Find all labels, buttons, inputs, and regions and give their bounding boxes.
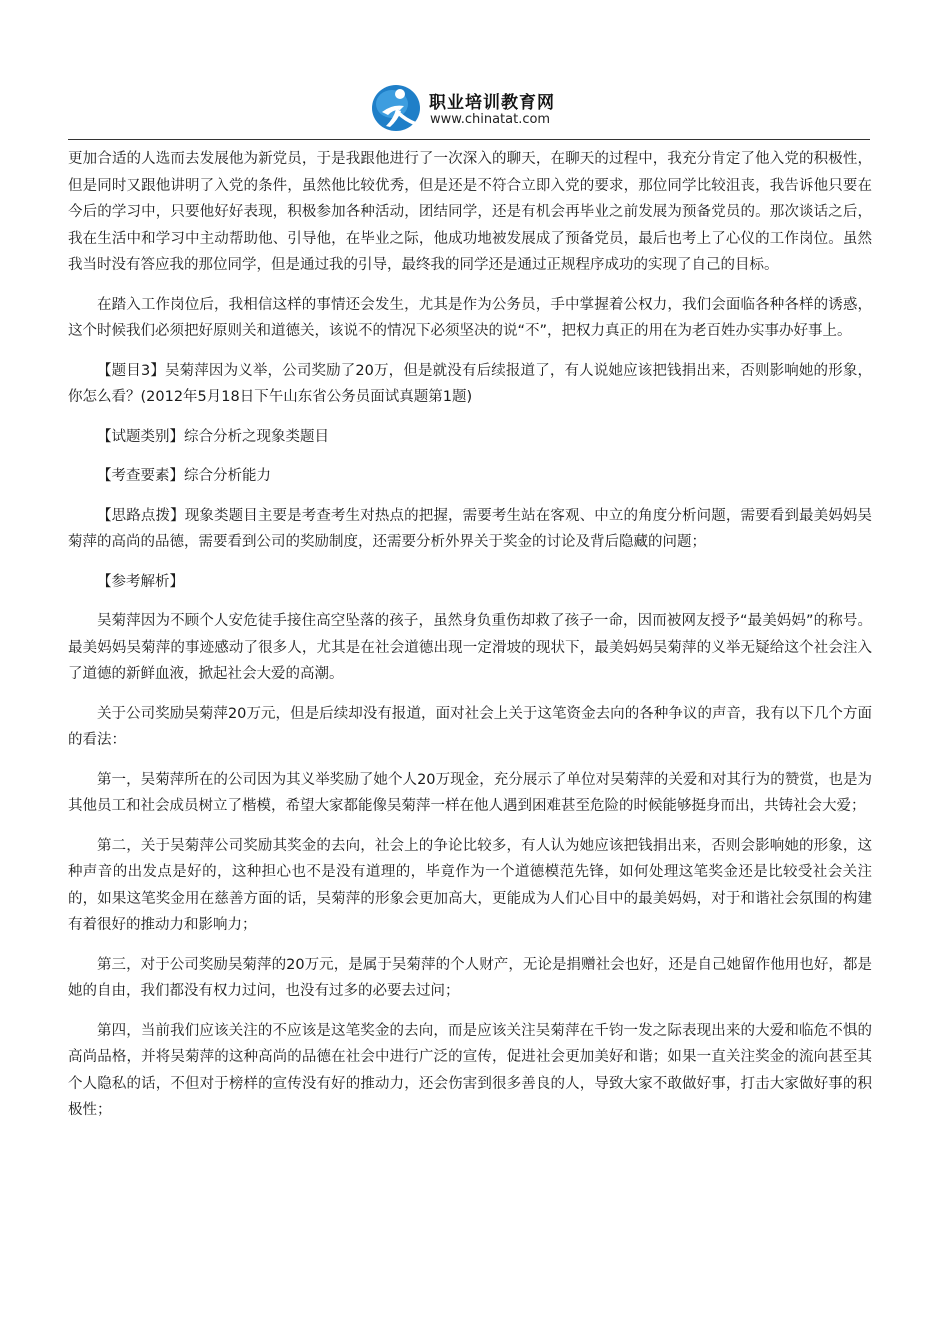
answer-point-3: 第三，对于公司奖励吴菊萍的20万元，是属于吴菊萍的个人财产，无论是捐赠社会也好，还是自己她留作他用也好，都是她的自由，我们都没有权力过问，也没有过多的必要去过问； [68, 956, 872, 999]
question-3: 【题目3】吴菊萍因为义举，公司奖励了20万，但是就没有后续报道了，有人说她应该把钱捐出来，否则影响她的形象，你怎么看？(2012年5月18日下午山东省公务员面试真题第1题) [68, 362, 872, 405]
answer-point-4: 第四，当前我们应该关注的不应该是这笔奖金的去向，而是应该关注吴菊萍在千钧一发之际表现出来的大爱和临危不惧的高尚品格，并将吴菊萍的这种高尚的品德在社会中进行广泛的宣传，促进社会更加美好和谐；如果一直关注奖金的流向甚至其个人隐私的话，不但对于榜样的宣传没有好的推动力，还会伤害到很多善良的人，导致大家不敢做好事，打击大家做好事的积极性； [68, 1022, 872, 1118]
site-name: 职业培训教育网 [429, 93, 555, 113]
question-approach: 【思路点拨】现象类题目主要是考查考生对热点的把握，需要考生站在客观、中立的角度分析问题，需要看到最美妈妈吴菊萍的高尚的品德，需要看到公司的奖励制度，还需要分析外界关于奖金的讨论及背后隐藏的问题； [68, 507, 872, 550]
site-url: www.chinatat.com [430, 112, 551, 127]
page-header [0, 0, 950, 140]
paragraph-public-power: 在踏入工作岗位后，我相信这样的事情还会发生，尤其是作为公务员，手中掌握着公权力，我们会面临各种各样的诱惑，这个时候我们必须把好原则关和道德关，该说不的情况下必须坚决的说“不”，把权力真正的用在为老百姓办实事办好事上。 [68, 296, 872, 339]
answer-paragraph-intro: 吴菊萍因为不顾个人安危徒手接住高空坠落的孩子，虽然身负重伤却救了孩子一命，因而被网友授予“最美妈妈”的称号。最美妈妈吴菊萍的事迹感动了很多人，尤其是在社会道德出现一定滑坡的现状下，最美妈妈吴菊萍的义举无疑给这个社会注入了道德的新鲜血液，掀起社会大爱的高潮。 [68, 613, 872, 682]
reference-answer-heading: 【参考解析】 [97, 573, 184, 590]
answer-point-1: 第一，吴菊萍所在的公司因为其义举奖励了她个人20万现金，充分展示了单位对吴菊萍的关爱和对其行为的赞赏，也是为其他员工和社会成员树立了楷模，希望大家都能像吴菊萍一样在他人遇到困难甚至危险的时候能够挺身而出，共铸社会大爱； [68, 771, 872, 814]
answer-paragraph-views: 关于公司奖励吴菊萍20万元，但是后续却没有报道，面对社会上关于这笔资金去向的各种争议的声音，我有以下几个方面的看法： [68, 705, 872, 748]
person-in-circle-logo-icon [370, 82, 426, 132]
question-category: 【试题类别】综合分析之现象类题目 [97, 428, 329, 445]
document-body [68, 146, 872, 1137]
answer-point-2: 第二，关于吴菊萍公司奖励其奖金的去向，社会上的争论比较多，有人认为她应该把钱捐出来，否则会影响她的形象，这种声音的出发点是好的，这种担心也不是没有道理的，毕竟作为一个道德模范先锋，如何处理这笔奖金还是比较受社会关注的，如果这笔奖金用在慈善方面的话，吴菊萍的形象会更加高大，更能成为人们心目中的最美妈妈，对于和谐社会氛围的构建有着很好的推动力和影响力； [68, 837, 872, 933]
paragraph-continuation: 更加合适的人选而去发展他为新党员，于是我跟他进行了一次深入的聊天，在聊天的过程中，我充分肯定了他入党的积极性，但是同时又跟他讲明了入党的条件，虽然他比较优秀，但是还是不符合立即入党的要求，那位同学比较沮丧，我告诉他只要在今后的学习中，只要他好好表现，积极参加各种活动，团结同学，还是有机会再毕业之前发展为预备党员的。那次谈话之后，我在生活中和学习中主动帮助他、引导他，在毕业之际，他成功地被发展成了预备党员，最后也考上了心仪的工作岗位。虽然我当时没有答应我的那位同学，但是通过我的引导，最终我的同学还是通过正规程序成功的实现了自己的目标。 [68, 151, 872, 273]
question-elements: 【考查要素】综合分析能力 [97, 468, 271, 484]
header-divider [68, 139, 870, 140]
